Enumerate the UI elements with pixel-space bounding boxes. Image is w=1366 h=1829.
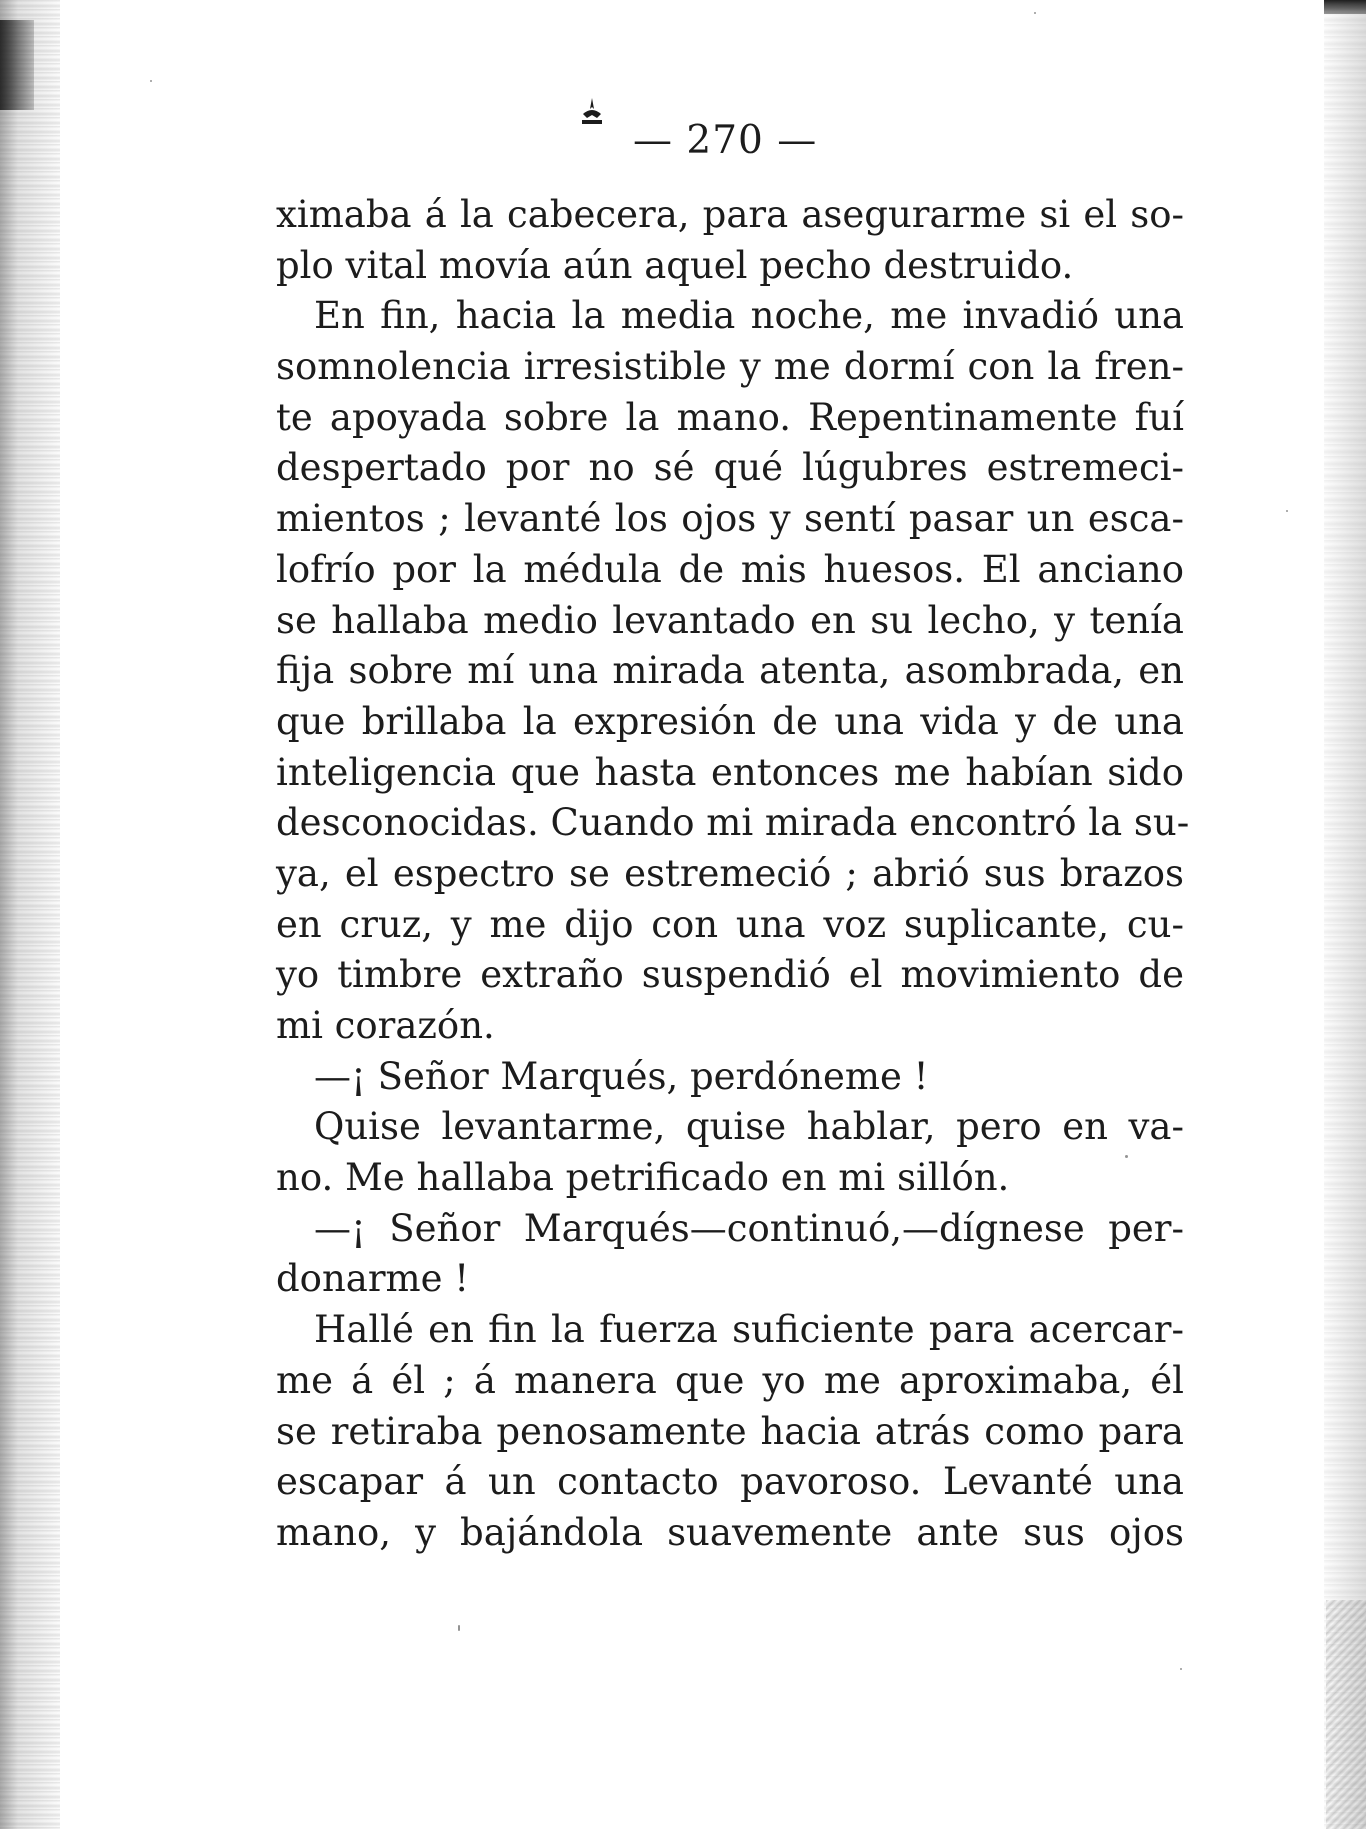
text-line: —¡ Señor Marqués—continuó,—dígnese per-: [314, 1206, 1184, 1250]
body-text: [276, 190, 1190, 1559]
scan-speck: [1125, 1155, 1128, 1158]
text-line: ya, el espectro se estremeció ; abrió sus brazos: [276, 851, 1184, 895]
scan-speck: [1180, 1668, 1182, 1670]
text-line: mientos ; levanté los ojos y sentí pasar un esca-: [276, 497, 1184, 541]
text-line: no. Me hallaba petrificado en mi sillón.: [276, 1156, 1010, 1200]
page-number: — 270 —: [633, 118, 818, 163]
text-line: se retiraba penosamente hacia atrás como para: [276, 1409, 1184, 1453]
text-line: donarme !: [276, 1257, 470, 1301]
scan-left-shadow: [0, 20, 34, 110]
text-line: me á él ; á manera que yo me aproximaba, él: [276, 1358, 1184, 1402]
text-line: desconocidas. Cuando mi mirada encontró la su-: [276, 801, 1190, 845]
text-line: En fin, hacia la media noche, me invadió una: [314, 294, 1184, 338]
scan-speck: [1034, 12, 1036, 14]
scan-right-top-mark: [1324, 0, 1366, 14]
text-line: mano, y bajándola suavemente ante sus ojos: [276, 1510, 1184, 1554]
scan-speck: [458, 1625, 460, 1631]
text-line: te apoyada sobre la mano. Repentinamente fuí: [276, 395, 1184, 439]
text-line: yo timbre extraño suspendió el movimiento de: [276, 953, 1184, 997]
text-line: ximaba á la cabecera, para asegurarme si el so-: [276, 193, 1184, 236]
scan-right-edge: [1324, 0, 1366, 1829]
text-line: lofrío por la médula de mis huesos. El anciano: [276, 547, 1184, 591]
text-line: —¡ Señor Marqués, perdóneme !: [314, 1054, 929, 1098]
scan-left-edge: [0, 0, 60, 1829]
text-line: inteligencia que hasta entonces me habían sido: [276, 750, 1184, 794]
text-line: somnolencia irresistible y me dormí con la fren-: [276, 345, 1184, 389]
text-line: Quise levantarme, quise hablar, pero en va-: [314, 1105, 1184, 1149]
text-line: se hallaba medio levantado en su lecho, y tenía: [276, 598, 1184, 642]
text-line: en cruz, y me dijo con una voz suplicante, cu-: [276, 902, 1184, 946]
text-line: mi corazón.: [276, 1004, 495, 1047]
text-line: que brillaba la expresión de una vida y de una: [276, 699, 1184, 743]
printers-ornament-icon: [579, 96, 605, 128]
text-line: fija sobre mí una mirada atenta, asombrada, en: [276, 649, 1184, 693]
text-line: plo vital movía aún aquel pecho destruido.: [276, 243, 1074, 287]
text-line: Hallé en fin la fuerza suficiente para acercar-: [314, 1308, 1184, 1352]
text-line: despertado por no sé qué lúgubres estremeci-: [276, 446, 1184, 490]
scan-speck: [150, 80, 152, 82]
scan-speck: [1286, 510, 1288, 512]
text-line: escapar á un contacto pavoroso. Levanté una: [276, 1460, 1184, 1504]
scan-right-bottom-noise: [1326, 1600, 1366, 1829]
